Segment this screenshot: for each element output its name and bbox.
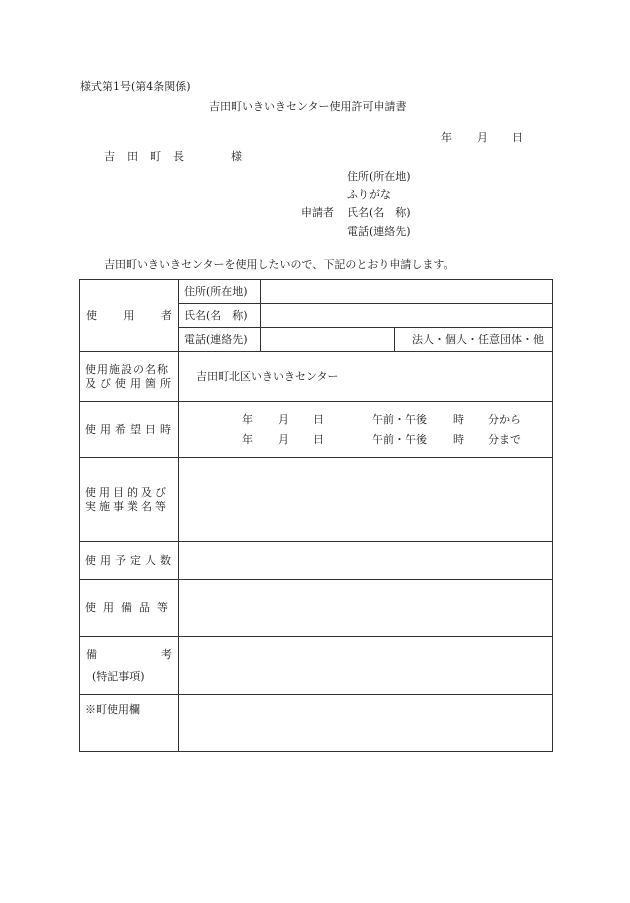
remarks-label xyxy=(80,637,179,695)
addressee-char: 長 xyxy=(173,150,184,163)
headcount-row xyxy=(80,542,553,580)
addressee-char: 田 xyxy=(127,150,138,163)
purpose-row xyxy=(80,458,553,542)
end-suffix: 分まで xyxy=(488,432,521,446)
facility-label xyxy=(80,352,179,402)
application-table xyxy=(79,279,553,752)
office-use-label: ※町使用欄 xyxy=(80,695,179,752)
user-address-row xyxy=(80,280,553,304)
applicant-address-label: 住所(所在地) xyxy=(347,170,411,183)
applicant-role-label: 申請者 xyxy=(301,206,334,219)
end-ampm: 午前・午後 xyxy=(372,432,427,446)
addressee-char: 吉 xyxy=(104,150,115,163)
datetime-start xyxy=(179,410,552,430)
end-month: 月 xyxy=(278,432,289,446)
equipment-row xyxy=(80,580,553,637)
applicant-phone-label: 電話(連絡先) xyxy=(347,225,411,238)
start-month: 月 xyxy=(278,412,289,426)
start-hour: 時 xyxy=(453,412,464,426)
end-day: 日 xyxy=(313,432,324,446)
start-day: 日 xyxy=(313,412,324,426)
user-label-char: 用 xyxy=(123,308,135,322)
user-address-field[interactable] xyxy=(261,280,553,304)
facility-value: 吉田町北区いきいきセンター xyxy=(179,352,553,402)
headcount-field[interactable] xyxy=(179,542,553,580)
purpose-field[interactable] xyxy=(179,458,553,542)
office-use-row xyxy=(80,695,553,752)
user-name-field[interactable] xyxy=(261,304,553,328)
user-name-label: 氏名(名 称) xyxy=(179,304,261,328)
addressee-honorific: 様 xyxy=(231,150,242,163)
datetime-field[interactable] xyxy=(179,402,553,458)
start-suffix: 分から xyxy=(488,412,521,426)
datetime-end xyxy=(179,430,552,450)
user-phone-label: 電話(連絡先) xyxy=(179,328,261,352)
date-day: 日 xyxy=(512,131,523,144)
office-use-field xyxy=(179,695,553,752)
facility-label-line2: 及び使用箇所 xyxy=(85,376,175,390)
datetime-row xyxy=(80,402,553,458)
remarks-label-char: 備 xyxy=(86,647,97,661)
applicant-furigana-label: ふりがな xyxy=(347,188,391,201)
user-label-cell xyxy=(80,280,179,352)
user-label-char: 者 xyxy=(161,308,172,322)
equipment-label: 使用備品等 xyxy=(80,580,179,637)
headcount-label: 使用予定人数 xyxy=(80,542,179,580)
document-title: 吉田町いきいきセンター使用許可申請書 xyxy=(209,100,407,113)
applicant-name-label: 氏名(名 称) xyxy=(347,206,411,219)
remarks-label-char: 考 xyxy=(161,647,172,661)
application-statement: 吉田町いきいきセンターを使用したいので、下記のとおり申請します。 xyxy=(104,258,455,271)
form-number: 様式第1号(第4条関係) xyxy=(80,80,191,93)
purpose-label-line1: 使用目的及び xyxy=(85,485,169,499)
date-year: 年 xyxy=(441,131,452,144)
remarks-field[interactable] xyxy=(179,637,553,695)
datetime-label: 使用希望日時 xyxy=(80,402,179,458)
end-year: 年 xyxy=(242,432,253,446)
end-hour: 時 xyxy=(453,432,464,446)
date-month: 月 xyxy=(477,131,488,144)
purpose-label xyxy=(80,458,179,542)
user-phone-field[interactable] xyxy=(261,328,395,352)
user-address-label: 住所(所在地) xyxy=(179,280,261,304)
facility-label-line1: 使用施設の名称 xyxy=(85,362,169,376)
start-year: 年 xyxy=(242,412,253,426)
user-label-char: 使 xyxy=(86,308,97,322)
remarks-sub-label: (特記事項) xyxy=(92,669,145,683)
remarks-row xyxy=(80,637,553,695)
equipment-field[interactable] xyxy=(179,580,553,637)
facility-row xyxy=(80,352,553,402)
purpose-label-line2: 実施事業名等 xyxy=(85,499,169,513)
addressee-char: 町 xyxy=(150,150,161,163)
user-category-options[interactable]: 法人・個人・任意団体・他 xyxy=(395,328,553,352)
start-ampm: 午前・午後 xyxy=(372,412,427,426)
